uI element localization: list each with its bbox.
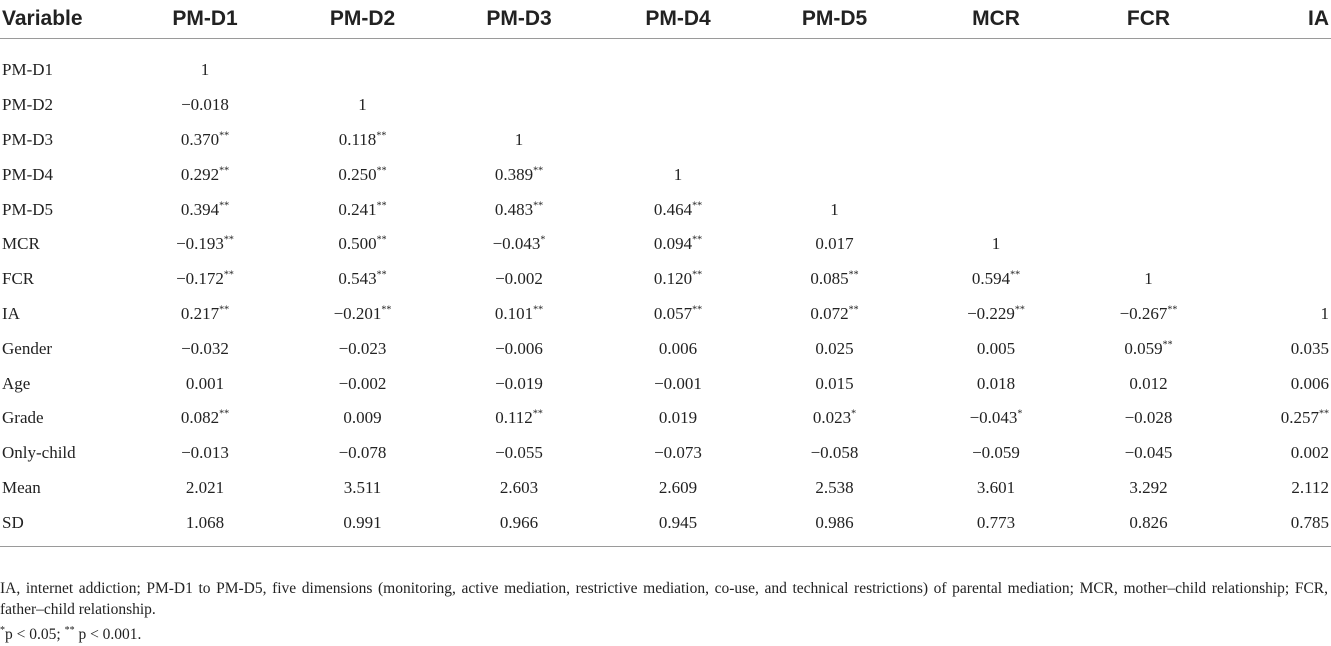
table-cell [1221, 227, 1331, 262]
table-cell: −0.229** [967, 303, 1025, 323]
table-cell: −0.001 [654, 373, 702, 393]
table-cell: 2.021 [185, 477, 225, 497]
table-cell [1221, 123, 1331, 158]
table-row [0, 297, 1331, 332]
table-cell [1076, 88, 1221, 123]
table-cell [603, 39, 753, 88]
table-cell [1221, 39, 1331, 88]
table-cell: 0.005 [976, 338, 1016, 358]
table-cell: −0.058 [810, 443, 859, 463]
table-cell: 0.057** [653, 303, 703, 323]
table-cell: 0.101** [494, 303, 544, 323]
table-cell: −0.193** [176, 234, 234, 254]
table-cell: 1 [991, 234, 1001, 254]
table-cell [1076, 123, 1221, 158]
table-cell [916, 123, 1076, 158]
header-row [0, 0, 1331, 39]
table-row [0, 227, 1331, 262]
table-cell: 0.394** [180, 199, 230, 219]
table-cell: 1 [514, 129, 524, 149]
table-cell: 0.094** [653, 234, 703, 254]
table-cell [1221, 192, 1331, 227]
table-cell: 0.023* [812, 408, 857, 428]
table-row [0, 401, 1331, 436]
table-cell: −0.006 [495, 338, 543, 358]
column-header: MCR [916, 0, 1076, 39]
table-cell: −0.019 [495, 373, 543, 393]
table-cell [603, 123, 753, 158]
table-cell: 0.292** [180, 164, 230, 184]
table-cell: −0.055 [495, 443, 543, 463]
table-cell [753, 88, 916, 123]
table-cell: 0.006 [1290, 373, 1329, 393]
table-cell: −0.059 [972, 443, 1020, 463]
table-cell: 0.002 [1290, 443, 1329, 463]
table-cell: 0.120** [653, 269, 703, 289]
table-cell: 1.068 [120, 505, 290, 546]
table-cell: 0.082** [180, 408, 230, 428]
table-cell: 0.773 [916, 505, 1076, 546]
table-cell: 0.257** [1280, 408, 1329, 428]
table-cell [916, 39, 1076, 88]
table-cell: 2.112 [1291, 477, 1329, 497]
table-cell: 0.594** [971, 269, 1021, 289]
column-header: IA [1221, 0, 1331, 39]
table-cell [290, 39, 435, 88]
table-cell: 0.826 [1076, 505, 1221, 546]
table-cell [1221, 157, 1331, 192]
table-cell: −0.043* [492, 234, 546, 254]
table-cell: −0.013 [181, 443, 229, 463]
table-row [0, 331, 1331, 366]
table-cell [1076, 39, 1221, 88]
table-cell: 0.986 [753, 505, 916, 546]
column-header: FCR [1076, 0, 1221, 39]
table-cell: 0.966 [435, 505, 603, 546]
table-cell: 0.001 [185, 373, 225, 393]
table-cell [753, 39, 916, 88]
table-cell: 1 [830, 199, 839, 219]
table-cell: 0.250** [338, 164, 387, 184]
table-cell: 0.483** [494, 199, 544, 219]
table-cell [916, 88, 1076, 123]
table-cell: −0.267** [1119, 303, 1178, 323]
table-cell: 1 [200, 60, 210, 80]
table-row [0, 366, 1331, 401]
table-cell: 0.217** [180, 303, 230, 323]
column-header: PM-D5 [753, 0, 916, 39]
table-cell: 0.006 [658, 338, 698, 358]
table-cell: 0.015 [815, 373, 854, 393]
table-cell: 0.241** [338, 199, 387, 219]
table-cell: 0.025 [815, 338, 854, 358]
table-cell: 0.019 [658, 408, 698, 428]
table-cell: 2.609 [658, 477, 698, 497]
table-cell: 1 [673, 164, 683, 184]
table-cell: 0.500** [338, 234, 387, 254]
table-cell: −0.002 [338, 373, 387, 393]
table-footnotes [0, 578, 1328, 645]
table-cell: 2.603 [499, 477, 539, 497]
table-row [0, 505, 1331, 546]
abbreviation-note: IA, internet addiction; PM-D1 to PM-D5, five dimensions (monitoring, active mediation, restrictive mediation, co-use, and technical restrictions) of parental mediation; MCR, mother–child relationship; FCR, father–child relationship. [0, 580, 1328, 618]
row-label: Only-child [2, 443, 76, 463]
table-cell: 0.059** [1124, 338, 1173, 358]
table-cell [1076, 157, 1221, 192]
table-row [0, 436, 1331, 471]
table-cell: 3.292 [1129, 477, 1168, 497]
column-header: Variable [0, 0, 120, 39]
column-header: PM-D4 [603, 0, 753, 39]
table-cell: 0.112** [495, 408, 543, 428]
table-cell: −0.028 [1124, 408, 1173, 428]
significance-note: *p < 0.05; ** p < 0.001. [0, 625, 142, 644]
table-cell [753, 157, 916, 192]
table-cell [435, 88, 603, 123]
table-cell: 0.012 [1129, 373, 1168, 393]
table-cell: 1 [1320, 303, 1329, 323]
table-cell: 0.389** [494, 164, 544, 184]
table-row [0, 262, 1331, 297]
table-row [0, 39, 1331, 88]
row-label: Gender [2, 338, 53, 358]
table-cell: −0.045 [1124, 443, 1173, 463]
table-cell: 0.072** [810, 303, 859, 323]
table-cell: 0.118** [338, 129, 387, 149]
table-row [0, 471, 1331, 506]
table-cell [435, 39, 603, 88]
table-cell: −0.201** [333, 303, 392, 323]
table-cell: −0.078 [338, 443, 387, 463]
table-cell [1221, 88, 1331, 123]
table-cell [1076, 227, 1221, 262]
table-cell: 3.601 [976, 477, 1016, 497]
row-label: Mean [2, 477, 41, 497]
table-cell: 0.543** [338, 269, 387, 289]
table-row [0, 192, 1331, 227]
row-label: Age [2, 373, 31, 393]
table-body [0, 39, 1331, 547]
column-header: PM-D3 [435, 0, 603, 39]
table-cell: −0.002 [495, 269, 543, 289]
table-cell: 0.464** [653, 199, 703, 219]
row-label: PM-D1 [2, 60, 54, 80]
table-cell [603, 88, 753, 123]
table-cell [916, 192, 1076, 227]
table-cell: 0.785 [1221, 505, 1331, 546]
table-cell: 1 [358, 95, 367, 115]
row-label: PM-D4 [2, 164, 54, 184]
row-label: Grade [2, 408, 44, 428]
column-header: PM-D1 [120, 0, 290, 39]
table-row [0, 157, 1331, 192]
column-header: PM-D2 [290, 0, 435, 39]
table-row [0, 88, 1331, 123]
table-cell: −0.073 [654, 443, 702, 463]
table-cell: 0.018 [976, 373, 1016, 393]
table-cell: 0.945 [603, 505, 753, 546]
table-cell: 1 [1144, 269, 1153, 289]
row-label: MCR [2, 234, 40, 254]
table-cell: 0.009 [343, 408, 382, 428]
table-header [0, 0, 1331, 39]
table-cell: −0.032 [181, 338, 229, 358]
table-cell: −0.018 [181, 95, 229, 115]
table-cell: 0.035 [1290, 338, 1329, 358]
table-cell: 0.085** [810, 269, 859, 289]
table-cell: 0.370** [180, 129, 230, 149]
row-label: IA [2, 303, 20, 323]
table-cell [1076, 192, 1221, 227]
table-cell: −0.172** [176, 269, 234, 289]
table-cell [916, 157, 1076, 192]
row-label: SD [0, 505, 120, 546]
row-label: FCR [2, 269, 35, 289]
row-label: PM-D3 [2, 129, 54, 149]
row-label: PM-D2 [2, 95, 54, 115]
table-row [0, 123, 1331, 158]
table-cell: −0.043* [969, 408, 1023, 428]
table-cell [753, 123, 916, 158]
table-cell: 0.991 [290, 505, 435, 546]
table-cell: 2.538 [815, 477, 854, 497]
table-cell: −0.023 [338, 338, 387, 358]
table-cell: 0.017 [815, 234, 854, 254]
table-cell: 3.511 [343, 477, 382, 497]
row-label: PM-D5 [2, 199, 54, 219]
table-cell [1221, 262, 1331, 297]
